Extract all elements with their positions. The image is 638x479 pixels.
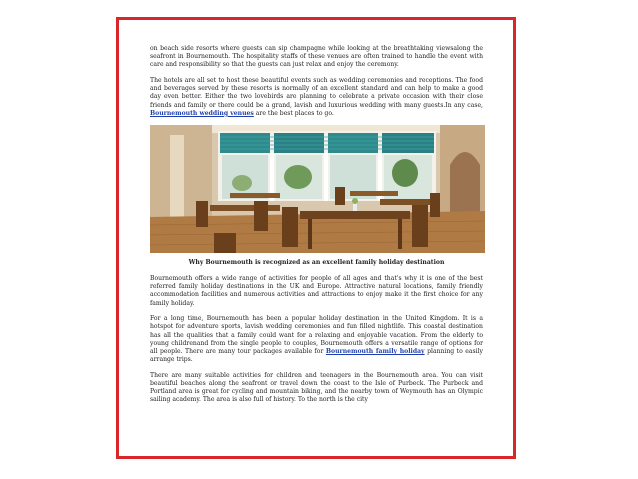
blind-4 (382, 133, 434, 153)
history-paragraph (150, 315, 483, 364)
document-page (116, 17, 516, 459)
hotels-paragraph-text-end: are the best places to go. (253, 109, 334, 117)
shrub (232, 175, 252, 191)
bournemouth-wedding-venues-link[interactable]: Bournemouth wedding venues (150, 109, 254, 117)
history-paragraph-text: For a long time, Bournemouth has been a popular holiday destination in the United Kingdom. It is a hotspot for adventure sports, lavish wedding ceremonies and fun filled nightlife. This coastal destination has all the qualities that a family could want for a relaxing and enjoyable vacation. From the elderly to young childrenand from the single people to couples, Bournemouth offers a versatile range of options for all people. There are many tour packages available for (150, 315, 483, 356)
blind-2 (274, 133, 324, 153)
blind-1 (220, 133, 270, 153)
bournemouth-family-holiday-link[interactable]: Bournemouth family holiday (325, 348, 425, 356)
table-far-left (230, 193, 280, 198)
flowers (352, 198, 358, 204)
hotels-paragraph (150, 77, 483, 118)
children-paragraph: There are many suitable activities for children and teenagers in the Bournemouth area. You can visit beautiful beaches along the seafront or travel down the coast to the Isle of Purbeck. The Purbeck and Portland area is great for cycling and mountain biking, and the nearby town of Weymouth has an Olympic sailing academy. The area is also full of history. To the north is the city (150, 371, 483, 404)
tree-2 (392, 159, 418, 187)
table-far-right (350, 191, 398, 196)
left-pillar (170, 135, 184, 225)
history-paragraph-text-end: planning to easily arrange trips. (150, 348, 483, 364)
intro-paragraph: on beach side resorts where guests can sip champagne while looking at the breathtaking viewsalong the seafront in Bournemouth. The hospitality staffs of these venues are often trained to handle the event with care and responsibility so that the guests can just relax and enjoy the ceremony. (150, 45, 483, 69)
table-leg-2 (398, 219, 402, 249)
section-heading: Why Bournemouth is recognized as an excellent family holiday destination (188, 259, 445, 267)
table-leg-1 (308, 219, 312, 249)
table-front (300, 211, 410, 219)
hotels-paragraph-text: The hotels are all set to host these beautiful events such as wedding ceremonies and receptions. The food and beverages served by these resorts is normally of an excellent standard and can help to make a good day even better. Either the two lovebirds are planning to celebrate a private occasion with their close friends and family or there could be a grand, lavish and luxurious wedding with many guests.In any case, (150, 77, 483, 109)
tree-1 (284, 165, 312, 189)
vase (353, 203, 357, 211)
activities-paragraph: Bournemouth offers a wide range of activities for people of all ages and that's why it is one of the best referred family holiday destinations in the UK and Europe. Attractive natural locations, family friendly accommodation facilities and numerous activities and attractions to enjoy make it the first choice for any family holiday. (150, 275, 483, 307)
blind-3 (328, 133, 378, 153)
document-content (150, 45, 483, 412)
table-mid-left (210, 205, 280, 211)
restaurant-interior-photo (150, 125, 485, 253)
